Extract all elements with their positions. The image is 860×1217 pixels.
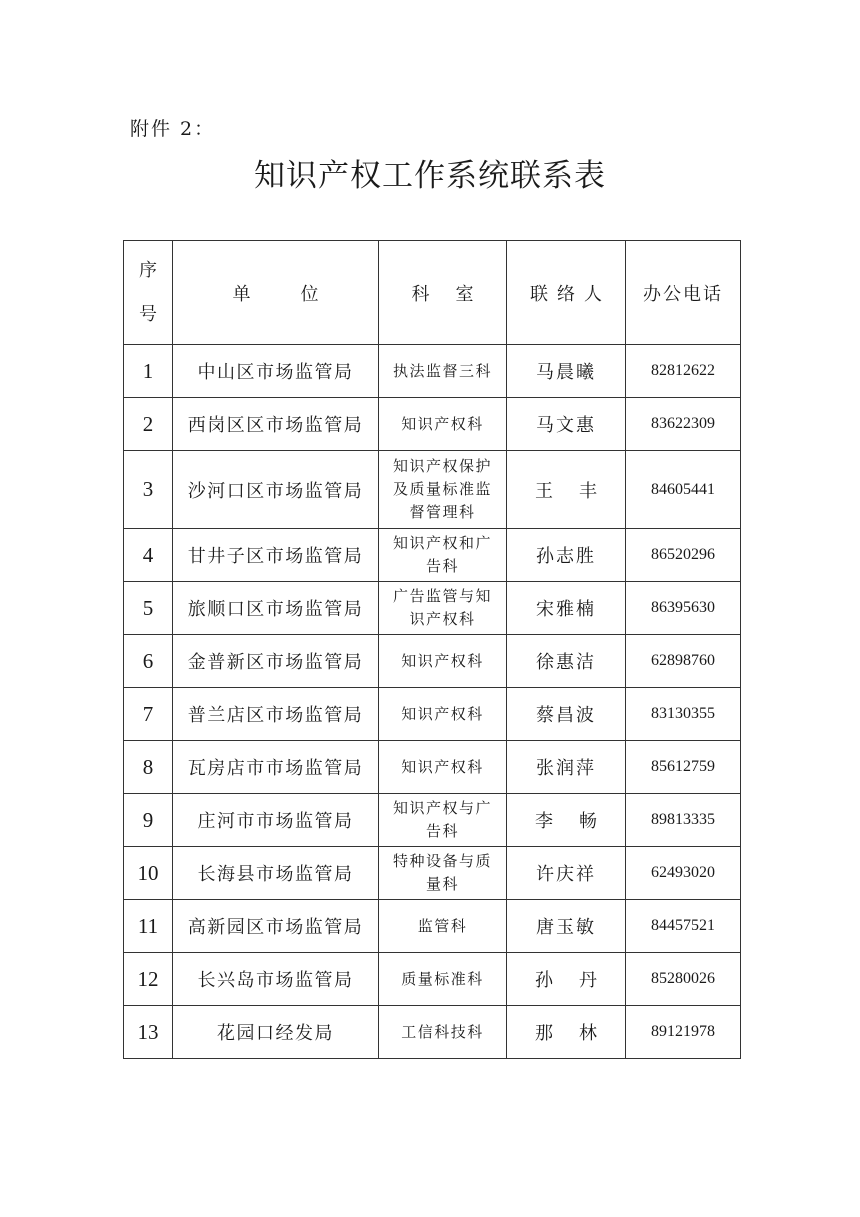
table-row (124, 953, 741, 1006)
row-phone: 85280026 (626, 953, 741, 1006)
row-dept-cell (379, 1006, 507, 1059)
row-seq: 11 (124, 900, 173, 953)
row-contact: 徐惠洁 (507, 635, 626, 688)
row-unit: 沙河口区市场监管局 (173, 451, 379, 529)
row-unit: 金普新区市场监管局 (173, 635, 379, 688)
row-contact: 李畅 (507, 794, 626, 847)
row-dept: 广告监管与知识产权科 (392, 587, 492, 628)
table-row (124, 741, 741, 794)
row-seq: 9 (124, 794, 173, 847)
row-seq: 1 (124, 345, 173, 398)
row-contact: 那林 (507, 1006, 626, 1059)
row-seq: 8 (124, 741, 173, 794)
row-dept: 知识产权科 (401, 651, 484, 670)
row-dept-cell (379, 451, 507, 529)
column-header-phone-label: 办公电话 (643, 283, 723, 305)
column-header-dept (379, 241, 507, 345)
row-phone: 86395630 (626, 582, 741, 635)
row-dept-cell (379, 688, 507, 741)
row-dept: 监管科 (417, 916, 468, 935)
attachment-label: 附件 2： (130, 118, 216, 140)
row-dept: 特种设备与质量科 (392, 852, 492, 893)
table-row (124, 398, 741, 451)
table-row (124, 1006, 741, 1059)
page-title: 知识产权工作系统联系表 (254, 158, 606, 194)
table-row (124, 345, 741, 398)
row-phone: 89121978 (626, 1006, 741, 1059)
row-unit: 瓦房店市市场监管局 (173, 741, 379, 794)
row-dept: 执法监督三科 (392, 361, 492, 380)
row-phone: 84605441 (626, 451, 741, 529)
table-row (124, 847, 741, 900)
row-seq: 5 (124, 582, 173, 635)
row-phone: 82812622 (626, 345, 741, 398)
row-contact: 马文惠 (507, 398, 626, 451)
row-contact: 孙丹 (507, 953, 626, 1006)
row-contact: 蔡昌波 (507, 688, 626, 741)
row-dept-cell (379, 741, 507, 794)
row-dept-cell (379, 529, 507, 582)
row-seq: 2 (124, 398, 173, 451)
row-contact: 孙志胜 (507, 529, 626, 582)
row-seq: 13 (124, 1006, 173, 1059)
row-unit: 花园口经发局 (173, 1006, 379, 1059)
row-dept-cell (379, 953, 507, 1006)
row-seq: 3 (124, 451, 173, 529)
row-dept: 知识产权与广告科 (392, 799, 492, 840)
row-phone: 83130355 (626, 688, 741, 741)
row-dept-cell (379, 635, 507, 688)
row-unit: 西岗区区市场监管局 (173, 398, 379, 451)
row-seq: 4 (124, 529, 173, 582)
row-dept: 知识产权科 (401, 414, 484, 433)
row-dept-cell (379, 398, 507, 451)
row-unit: 长海县市场监管局 (173, 847, 379, 900)
row-contact: 宋雅楠 (507, 582, 626, 635)
table-row (124, 529, 741, 582)
row-phone: 89813335 (626, 794, 741, 847)
row-dept-cell (379, 794, 507, 847)
row-dept: 知识产权保护及质量标准监督管理科 (392, 457, 492, 521)
column-header-seq-label: 序号 (139, 259, 157, 325)
row-unit: 甘井子区市场监管局 (173, 529, 379, 582)
row-unit: 中山区市场监管局 (173, 345, 379, 398)
table-row (124, 451, 741, 529)
column-header-contact (507, 241, 626, 345)
row-seq: 12 (124, 953, 173, 1006)
row-dept-cell (379, 582, 507, 635)
row-phone: 62493020 (626, 847, 741, 900)
row-unit: 长兴岛市场监管局 (173, 953, 379, 1006)
column-header-unit (173, 241, 379, 345)
row-contact: 唐玉敏 (507, 900, 626, 953)
table-header-row (124, 241, 741, 345)
row-phone: 84457521 (626, 900, 741, 953)
row-contact: 马晨曦 (507, 345, 626, 398)
row-dept-cell (379, 847, 507, 900)
column-header-unit-label: 单位 (232, 283, 369, 305)
row-dept: 质量标准科 (401, 969, 484, 988)
column-header-phone (626, 241, 741, 345)
table-row (124, 688, 741, 741)
row-dept: 知识产权科 (401, 704, 484, 723)
row-phone: 85612759 (626, 741, 741, 794)
row-dept: 知识产权和广告科 (392, 534, 492, 575)
column-header-seq (124, 241, 173, 345)
column-header-contact-label: 联络人 (530, 283, 611, 305)
row-dept-cell (379, 345, 507, 398)
row-unit: 庄河市市场监管局 (173, 794, 379, 847)
column-header-dept-label: 科室 (411, 283, 500, 305)
table-row (124, 635, 741, 688)
row-dept: 工信科技科 (401, 1022, 484, 1041)
row-contact: 王丰 (507, 451, 626, 529)
row-unit: 旅顺口区市场监管局 (173, 582, 379, 635)
row-dept-cell (379, 900, 507, 953)
row-contact: 张润萍 (507, 741, 626, 794)
table-row (124, 794, 741, 847)
row-phone: 83622309 (626, 398, 741, 451)
row-seq: 10 (124, 847, 173, 900)
row-phone: 86520296 (626, 529, 741, 582)
table-row (124, 900, 741, 953)
row-seq: 6 (124, 635, 173, 688)
row-dept: 知识产权科 (401, 757, 484, 776)
row-unit: 普兰店区市场监管局 (173, 688, 379, 741)
row-contact: 许庆祥 (507, 847, 626, 900)
row-seq: 7 (124, 688, 173, 741)
table-row (124, 582, 741, 635)
contacts-table (123, 240, 741, 1059)
row-unit: 高新园区市场监管局 (173, 900, 379, 953)
row-phone: 62898760 (626, 635, 741, 688)
